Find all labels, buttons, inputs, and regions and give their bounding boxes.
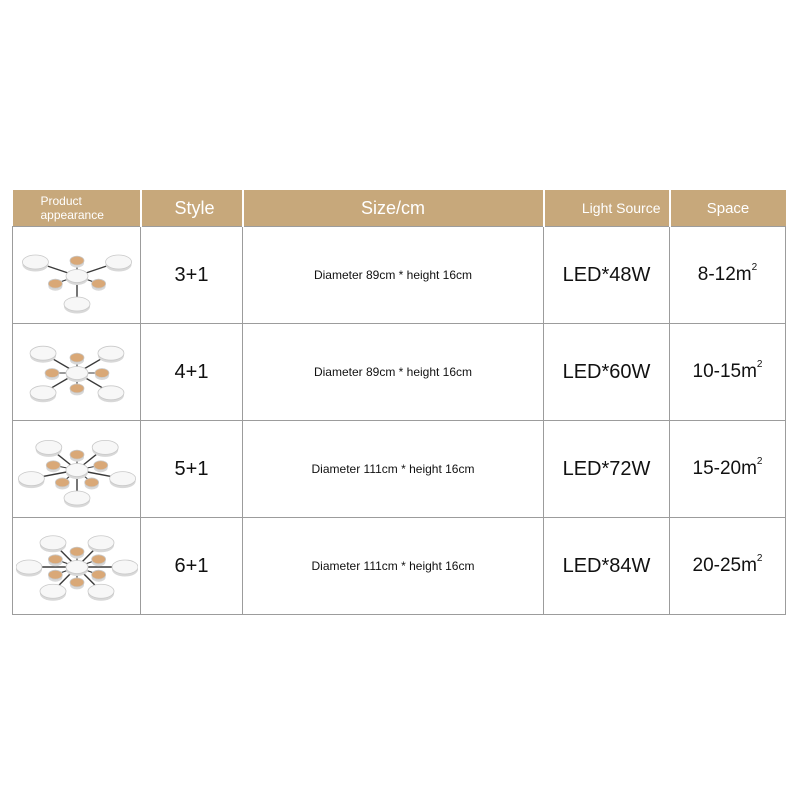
lamp-disc-top: [55, 478, 69, 487]
wood-disc: [48, 555, 62, 567]
product-image-cell: [13, 324, 141, 421]
lamp-disc-top: [48, 555, 62, 564]
lamp-disc-top: [70, 578, 84, 587]
lamp-shade: [112, 560, 138, 577]
lamp-disc-top: [109, 472, 135, 486]
size-cell: Diameter 89cm * height 16cm: [243, 227, 544, 324]
wood-disc: [70, 353, 84, 365]
lamp-disc-top: [84, 478, 98, 487]
header-size: Size/cm: [243, 190, 544, 227]
lamp-disc-top: [66, 270, 88, 283]
chandelier-4-plus-1-icon: [16, 332, 138, 412]
lamp-shade: [88, 536, 114, 553]
lamp-shade: [97, 386, 123, 403]
lamp-disc-top: [35, 440, 61, 454]
lamp-disc-top: [66, 367, 88, 380]
wood-disc: [55, 478, 69, 490]
lamp-shade: [16, 560, 42, 577]
lamp-disc-top: [40, 584, 66, 598]
wood-disc: [84, 478, 98, 490]
wood-disc: [70, 547, 84, 559]
lamp-shade: [64, 297, 90, 314]
wood-disc: [91, 570, 105, 582]
lamp-shade: [97, 346, 123, 363]
size-cell: Diameter 89cm * height 16cm: [243, 324, 544, 421]
lamp-disc-top: [88, 584, 114, 598]
lamp-disc-top: [18, 472, 44, 486]
light-source-cell: LED*48W: [544, 227, 670, 324]
lamp-disc-top: [70, 353, 84, 362]
lamp-disc-top: [70, 256, 84, 265]
lamp-disc-top: [88, 536, 114, 550]
lamp-shade: [40, 584, 66, 601]
space-value: 20-25m: [692, 555, 757, 576]
light-source-cell: LED*60W: [544, 324, 670, 421]
lamp-shade: [35, 440, 61, 457]
lamp-shade: [88, 584, 114, 601]
header-light-source: Light Source: [544, 190, 670, 227]
wood-disc: [46, 461, 60, 473]
wood-disc: [93, 461, 107, 473]
space-unit-superscript: 2: [756, 359, 763, 370]
style-cell: 4+1: [141, 324, 243, 421]
lamp-shade: [92, 440, 118, 457]
wood-disc: [48, 279, 62, 291]
table-row: [13, 518, 786, 615]
wood-disc: [48, 570, 62, 582]
space-cell: [670, 421, 786, 518]
space-cell: [670, 518, 786, 615]
lamp-disc-top: [91, 555, 105, 564]
header-product-appearance: Product appearance: [13, 190, 141, 227]
wood-disc: [91, 279, 105, 291]
space-value: 15-20m: [692, 458, 757, 479]
lamp-disc-top: [94, 369, 108, 378]
wood-disc: [70, 450, 84, 462]
lamp-disc-top: [105, 255, 131, 269]
space-value: 10-15m: [692, 361, 757, 382]
lamp-disc-top: [112, 560, 138, 574]
chandelier-3-plus-1-icon: [16, 235, 138, 315]
lamp-disc-top: [66, 561, 88, 574]
space-unit-superscript: 2: [756, 553, 763, 564]
lamp-disc-top: [70, 384, 84, 393]
style-cell: 6+1: [141, 518, 243, 615]
table-row: [13, 421, 786, 518]
lamp-disc-top: [16, 560, 42, 574]
lamp-disc-top: [22, 255, 48, 269]
size-cell: Diameter 111cm * height 16cm: [243, 421, 544, 518]
lamp-disc-top: [70, 450, 84, 459]
lamp-shade: [30, 386, 56, 403]
lamp-disc-top: [45, 369, 59, 378]
lamp-disc-top: [97, 346, 123, 360]
product-image-cell: [13, 518, 141, 615]
center-lamp-shade: [66, 270, 88, 286]
lamp-disc-top: [40, 536, 66, 550]
wood-disc: [70, 256, 84, 268]
chandelier-5-plus-1-icon: [16, 429, 138, 509]
lamp-disc-top: [97, 386, 123, 400]
lamp-disc-top: [93, 461, 107, 470]
space-unit-superscript: 2: [751, 262, 758, 273]
lamp-shade: [64, 491, 90, 508]
lamp-disc-top: [48, 279, 62, 288]
product-image-cell: [13, 421, 141, 518]
lamp-shade: [30, 346, 56, 363]
header-style: Style: [141, 190, 243, 227]
lamp-disc-top: [70, 547, 84, 556]
space-cell: [670, 227, 786, 324]
light-source-cell: LED*84W: [544, 518, 670, 615]
header-row: [13, 190, 786, 227]
wood-disc: [94, 369, 108, 381]
lamp-disc-top: [48, 570, 62, 579]
lamp-shade: [22, 255, 48, 272]
center-lamp-shade: [66, 367, 88, 383]
lamp-shade: [18, 472, 44, 489]
lamp-shade: [40, 536, 66, 553]
wood-disc: [45, 369, 59, 381]
wood-disc: [70, 578, 84, 590]
lamp-disc-top: [66, 464, 88, 477]
style-cell: 3+1: [141, 227, 243, 324]
lamp-disc-top: [92, 440, 118, 454]
light-source-cell: LED*72W: [544, 421, 670, 518]
lamp-disc-top: [91, 570, 105, 579]
center-lamp-shade: [66, 561, 88, 577]
style-cell: 5+1: [141, 421, 243, 518]
space-value: 8-12m: [697, 264, 752, 285]
lamp-disc-top: [30, 386, 56, 400]
lamp-disc-top: [64, 297, 90, 311]
lamp-disc-top: [64, 491, 90, 505]
lamp-shade: [109, 472, 135, 489]
table-row: [13, 227, 786, 324]
spec-table: [12, 190, 786, 615]
space-unit-superscript: 2: [756, 456, 763, 467]
lamp-disc-top: [30, 346, 56, 360]
product-image-cell: [13, 227, 141, 324]
space-cell: [670, 324, 786, 421]
header-space: Space: [670, 190, 786, 227]
wood-disc: [70, 384, 84, 396]
center-lamp-shade: [66, 464, 88, 480]
wood-disc: [91, 555, 105, 567]
lamp-shade: [105, 255, 131, 272]
chandelier-6-plus-1-icon: [16, 526, 138, 606]
size-cell: Diameter 111cm * height 16cm: [243, 518, 544, 615]
table-row: [13, 324, 786, 421]
lamp-disc-top: [91, 279, 105, 288]
lamp-disc-top: [46, 461, 60, 470]
